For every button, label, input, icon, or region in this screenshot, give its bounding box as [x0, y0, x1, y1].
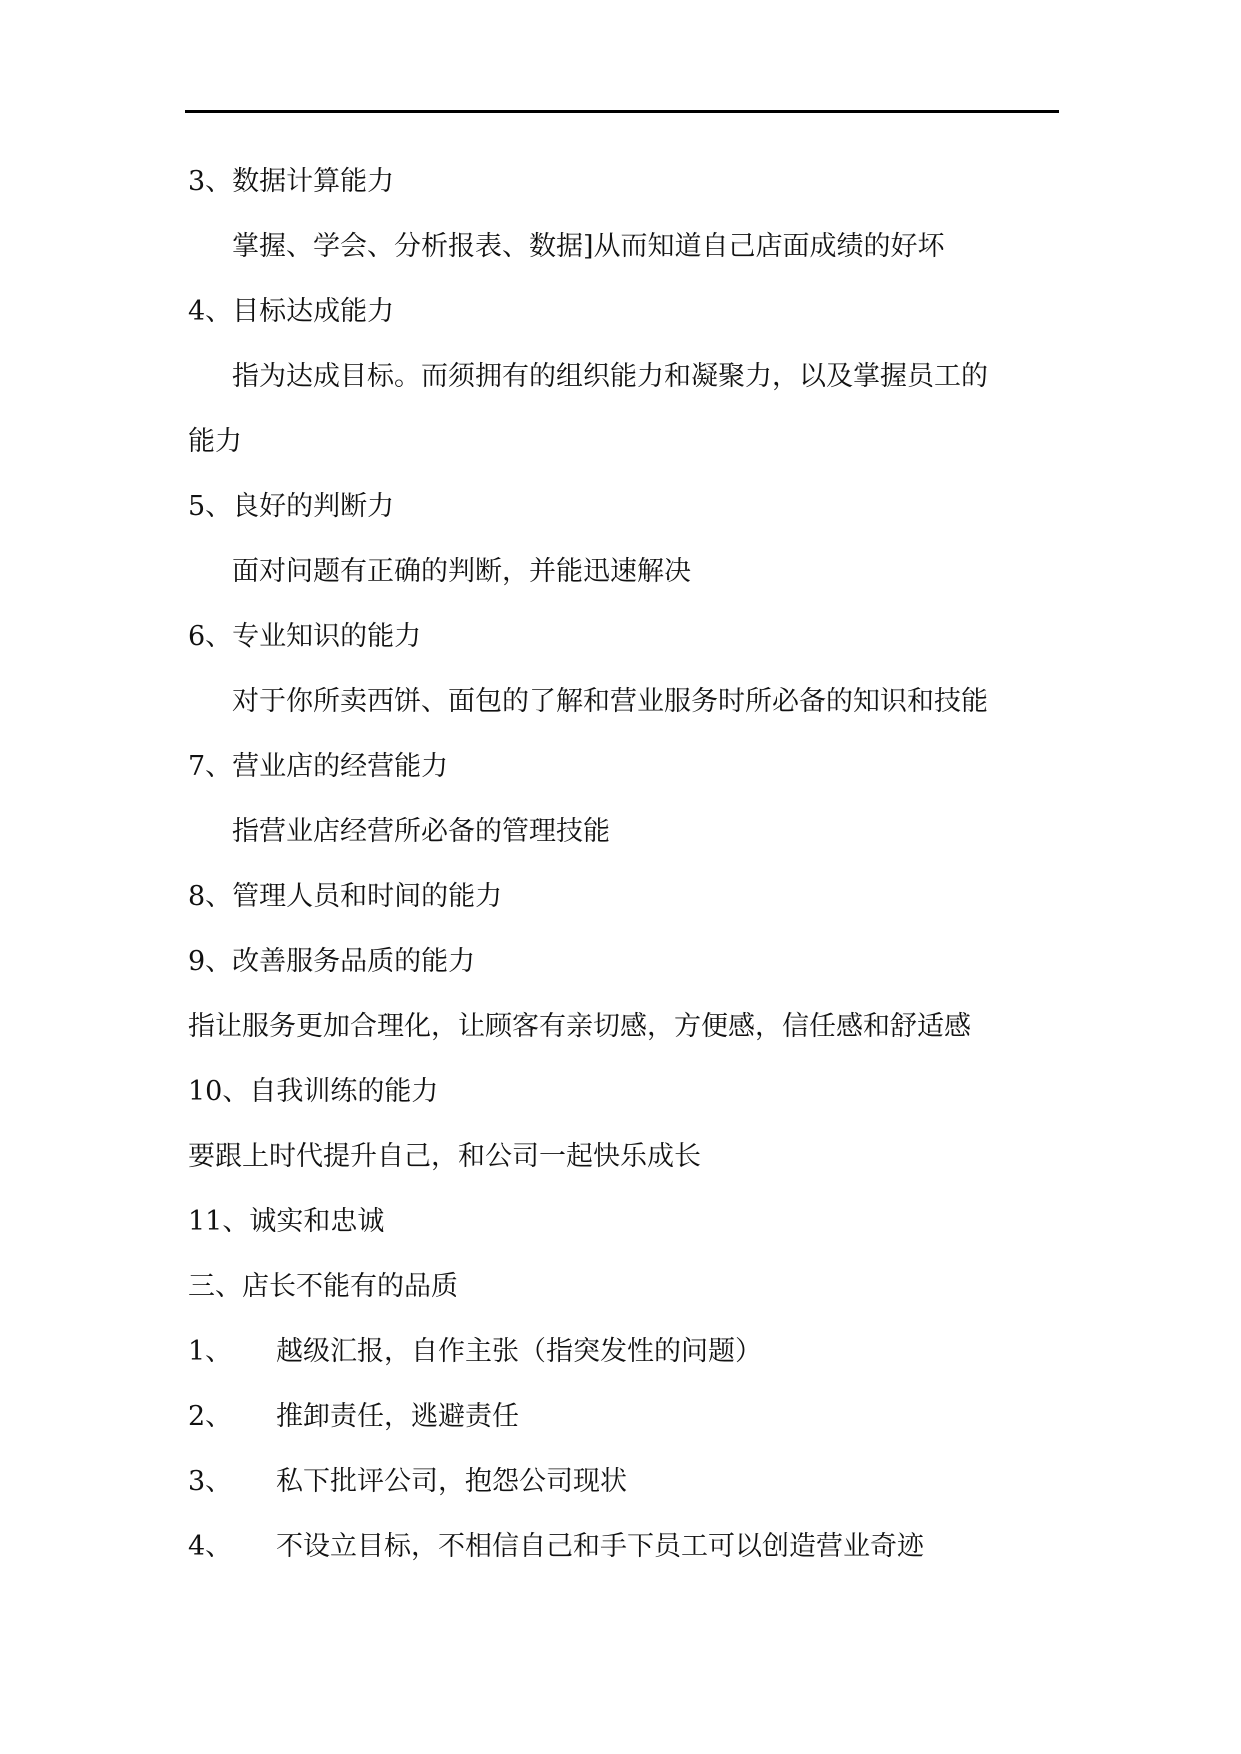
list-item — [188, 1395, 1068, 1460]
paragraph: 指为达成目标。而须拥有的组织能力和凝聚力，以及掌握员工的 — [232, 361, 988, 392]
list-item — [188, 1330, 1068, 1395]
heading-7: 7、营业店的经营能力 — [188, 751, 449, 782]
document-body — [188, 160, 1068, 1590]
heading-9: 9、改善服务品质的能力 — [188, 946, 476, 977]
list-item-text: 私下批评公司，抱怨公司现状 — [276, 1466, 627, 1497]
list-item-number: 2、 — [188, 1401, 233, 1432]
header-rule — [185, 110, 1059, 113]
list-item-text: 不设立目标，不相信自己和手下员工可以创造营业奇迹 — [276, 1531, 924, 1562]
section-heading: 三、店长不能有的品质 — [188, 1271, 458, 1302]
paragraph-continuation: 能力 — [188, 426, 242, 457]
heading-5: 5、良好的判断力 — [188, 491, 395, 522]
list-item-number: 1、 — [188, 1336, 233, 1367]
paragraph: 掌握、学会、分析报表、数据]从而知道自己店面成绩的好坏 — [232, 231, 945, 262]
paragraph: 面对问题有正确的判断，并能迅速解决 — [232, 556, 691, 587]
heading-10: 10、自我训练的能力 — [188, 1076, 439, 1107]
paragraph: 指营业店经营所必备的管理技能 — [232, 816, 610, 847]
heading-3: 3、数据计算能力 — [188, 166, 395, 197]
list-item-text: 越级汇报，自作主张（指突发性的问题） — [276, 1336, 762, 1367]
list-item — [188, 1460, 1068, 1525]
paragraph: 指让服务更加合理化，让顾客有亲切感，方便感，信任感和舒适感 — [188, 1011, 971, 1042]
heading-8: 8、管理人员和时间的能力 — [188, 881, 503, 912]
paragraph: 要跟上时代提升自己，和公司一起快乐成长 — [188, 1141, 701, 1172]
heading-11: 11、诚实和忠诚 — [188, 1206, 385, 1237]
heading-6: 6、专业知识的能力 — [188, 621, 422, 652]
list-item-number: 3、 — [188, 1466, 233, 1497]
list-item — [188, 1525, 1068, 1590]
list-item-text: 推卸责任，逃避责任 — [276, 1401, 519, 1432]
heading-4: 4、目标达成能力 — [188, 296, 395, 327]
paragraph: 对于你所卖西饼、面包的了解和营业服务时所必备的知识和技能 — [232, 686, 988, 717]
list-item-number: 4、 — [188, 1531, 233, 1562]
